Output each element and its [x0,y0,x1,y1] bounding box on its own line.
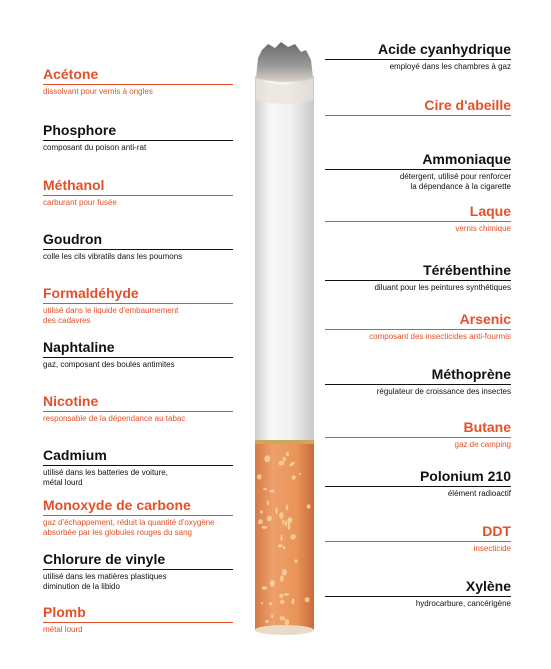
filter-speckle [275,508,277,515]
ingredient-underline [325,437,511,438]
ingredient-left-6 [43,393,233,424]
ingredient-description: gaz de camping [454,440,511,449]
filter-speckle [285,619,290,625]
ingredient-left-9 [43,551,233,592]
filter-speckle [278,461,284,466]
ingredient-underline [43,465,233,466]
filter-speckle [270,580,275,587]
cigarette-filter [255,444,314,630]
ingredient-description: la dépendance à la cigarette [410,182,511,191]
ingredient-description: élément radioactif [447,489,511,498]
ingredient-right-1 [325,97,511,116]
ingredient-underline [43,357,233,358]
ingredient-right-5 [325,311,511,342]
ingredient-name: Monoxyde de carbone [43,497,191,513]
ingredient-underline [325,280,511,281]
ingredient-description: colle les cils vibratils dans les poumons [43,252,183,261]
ingredient-description: régulateur de croissance des insectes [376,387,511,396]
filter-speckle [279,594,283,598]
ingredient-name: Arsenic [459,311,511,327]
ingredient-left-4 [43,285,233,326]
ingredient-name: Acide cyanhydrique [377,41,511,57]
ingredient-name: Chlorure de vinyle [43,551,166,567]
ingredient-name: Méthanol [43,177,105,193]
ingredient-name: Nicotine [43,393,99,409]
ingredient-description: utilisé dans les batteries de voiture, [43,468,168,477]
filter-speckle [288,523,290,530]
ingredient-right-6 [325,366,511,397]
ingredient-left-0 [43,66,233,97]
ingredient-underline [43,140,233,141]
filter-speckle [283,457,286,461]
filter-speckle [280,535,282,541]
ingredient-description: utilisé dans le liquide d'embaumement [43,306,179,315]
ingredient-left-10 [43,604,233,635]
ingredient-name: Plomb [43,604,86,620]
ingredient-description: diminution de la libido [43,582,120,591]
ingredient-description: des cadavres [43,316,91,325]
filter-speckle [292,598,295,604]
filter-speckle [286,452,289,456]
ingredient-underline [325,329,511,330]
ingredient-name: Polonium 210 [419,468,511,484]
filter-speckle [265,620,269,623]
filter-speckle [280,575,283,582]
ingredient-left-3 [43,231,233,262]
ingredient-description: vernis chimique [455,224,511,233]
filter-speckle [279,512,283,519]
ingredient-name: Laque [469,203,511,219]
ingredient-right-10 [325,578,511,609]
filter-speckle [267,500,269,505]
cigarette-gold-band [255,440,314,444]
ingredient-name: Cire d'abeille [424,97,511,113]
ingredient-underline [325,115,511,116]
filter-speckle [280,616,286,620]
cigarette-paper [255,76,314,441]
ingredient-left-7 [43,447,233,488]
ingredient-name: Formaldéhyde [43,285,139,301]
ingredient-right-0 [325,41,511,72]
ingredient-description: gaz d'échappement, réduit la quantité d'oxygène [43,518,215,527]
filter-speckle [263,488,267,490]
ingredient-description: responsable de la dépendance au tabac [43,414,186,423]
ingredient-underline [43,84,233,85]
filter-speckle [261,602,263,604]
ingredient-description: composant des insecticides anti-fourmis [369,332,511,341]
ingredient-underline [43,195,233,196]
ingredient-underline [325,59,511,60]
ingredient-right-8 [325,468,511,499]
filter-speckle [271,615,273,619]
ingredient-description: métal lourd [43,625,83,634]
ingredient-left-1 [43,122,233,153]
ingredient-right-4 [325,262,511,293]
filter-speckle [266,455,268,457]
ingredient-name: Méthoprène [431,366,511,382]
ingredient-description: employé dans les chambres à gaz [389,62,511,71]
filter-speckle [269,602,273,605]
ingredient-description: utilisé dans les matières plastiques [43,572,167,581]
ingredient-underline [325,384,511,385]
filter-speckle [282,569,287,576]
ingredient-name: Phosphore [43,122,117,138]
filter-speckle [295,559,298,563]
ingredient-description: détergent, utilisé pour renforcer [399,172,511,181]
filter-speckle [257,474,262,479]
ingredient-right-9 [325,523,511,554]
filter-speckle [262,526,268,529]
ingredient-underline [325,596,511,597]
ingredient-right-7 [325,419,511,450]
filter-speckle [299,473,302,475]
ingredient-underline [325,486,511,487]
filter-speckle [258,519,263,524]
ingredient-name: Cadmium [43,447,107,463]
filter-speckle [262,586,268,589]
ingredient-name: Ammoniaque [422,151,511,167]
ingredient-underline [325,169,511,170]
filter-speckle [290,534,296,539]
filter-speckle [280,600,284,604]
filter-speckle [307,504,311,508]
ingredient-left-2 [43,177,233,208]
filter-speckle [284,593,289,596]
ingredient-name: Térébenthine [423,262,511,278]
filter-speckle [283,546,285,549]
ingredient-description: hydrocarbure, cancérigène [415,599,511,608]
filter-speckle [270,490,275,493]
ingredient-description: gaz, composant des boules antimites [43,360,175,369]
filter-speckle [305,597,310,602]
filter-speckle [260,510,263,513]
filter-speckle [285,520,287,526]
filter-speckle [278,544,283,547]
ingredient-name: Acétone [43,66,99,82]
filter-speckle [289,464,293,467]
ingredient-underline [43,303,233,304]
filter-speckle [267,516,272,522]
ingredient-right-2 [325,151,511,192]
ingredient-underline [43,515,233,516]
ingredient-underline [43,569,233,570]
cigarette-ash [256,42,313,82]
filter-speckle [286,505,289,511]
ingredient-name: Naphtaline [43,339,115,355]
filter-speckle [282,519,284,525]
ingredient-name: Goudron [43,231,103,247]
filter-speckle [288,517,293,522]
ingredient-underline [43,622,233,623]
ingredient-name: DDT [482,523,511,539]
ingredient-description: dissolvant pour vernis à ongles [43,87,153,96]
ingredient-description: métal lourd [43,478,83,487]
ingredient-underline [43,411,233,412]
ingredient-name: Xylène [465,578,511,594]
ingredient-underline [325,221,511,222]
ingredient-name: Butane [463,419,511,435]
ingredient-underline [325,541,511,542]
ingredient-left-5 [43,339,233,370]
cigarette-filter-end [255,625,314,635]
ingredient-left-8 [43,497,233,538]
filter-speckle [292,475,296,479]
ingredient-description: diluant pour les peintures synthétiques [374,283,511,292]
ingredient-description: absorbée par les globules rouges du sang [43,528,192,537]
ingredient-underline [43,249,233,250]
ingredient-right-3 [325,203,511,234]
ingredient-description: carburant pour fusée [43,198,117,207]
ingredient-description: composant du poison anti-rat [43,143,147,152]
ingredient-description: insecticide [473,544,511,553]
